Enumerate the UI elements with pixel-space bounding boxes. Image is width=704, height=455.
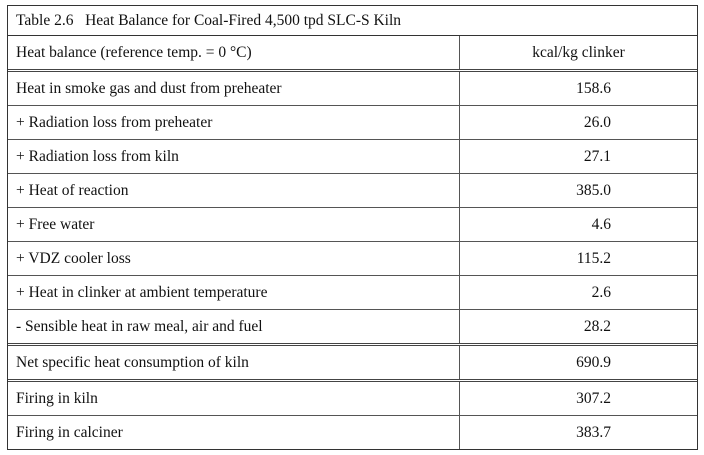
firing-row [8, 416, 697, 449]
table-row [8, 310, 697, 346]
table-row [8, 208, 697, 242]
total-value: 690.9 [576, 354, 611, 371]
header-unit: kcal/kg clinker [532, 44, 625, 61]
heat-balance-table [7, 5, 698, 450]
total-label: Net specific heat consumption of kiln [8, 346, 460, 379]
row-value: 115.2 [576, 250, 611, 267]
row-label: + VDZ cooler loss [8, 242, 460, 275]
table-row [8, 106, 697, 140]
row-value: 2.6 [591, 284, 611, 301]
row-label: + Free water [8, 208, 460, 241]
firing-row [8, 382, 697, 416]
row-label: + Heat of reaction [8, 174, 460, 207]
total-row [8, 346, 697, 382]
table-row [8, 72, 697, 106]
row-label: Heat in smoke gas and dust from preheater [8, 72, 460, 105]
table-row [8, 174, 697, 208]
firing-label: Firing in kiln [8, 382, 460, 415]
firing-label: Firing in calciner [8, 416, 460, 449]
row-label: + Radiation loss from kiln [8, 140, 460, 173]
table-row [8, 242, 697, 276]
firing-value: 307.2 [576, 390, 611, 407]
firing-value: 383.7 [576, 424, 611, 441]
row-value: 158.6 [576, 80, 611, 97]
row-label: - Sensible heat in raw meal, air and fuel [8, 310, 460, 343]
table-header-row [8, 36, 697, 72]
table-row [8, 276, 697, 310]
row-value: 385.0 [576, 182, 611, 199]
row-label: + Radiation loss from preheater [8, 106, 460, 139]
row-value: 4.6 [591, 216, 611, 233]
row-value: 27.1 [583, 148, 611, 165]
table-caption: Table 2.6 Heat Balance for Coal-Fired 4,500 tpd SLC-S Kiln [8, 6, 697, 36]
header-label: Heat balance (reference temp. = 0 °C) [8, 36, 460, 69]
row-value: 28.2 [583, 318, 611, 335]
row-value: 26.0 [583, 114, 611, 131]
table-row [8, 140, 697, 174]
row-label: + Heat in clinker at ambient temperature [8, 276, 460, 309]
